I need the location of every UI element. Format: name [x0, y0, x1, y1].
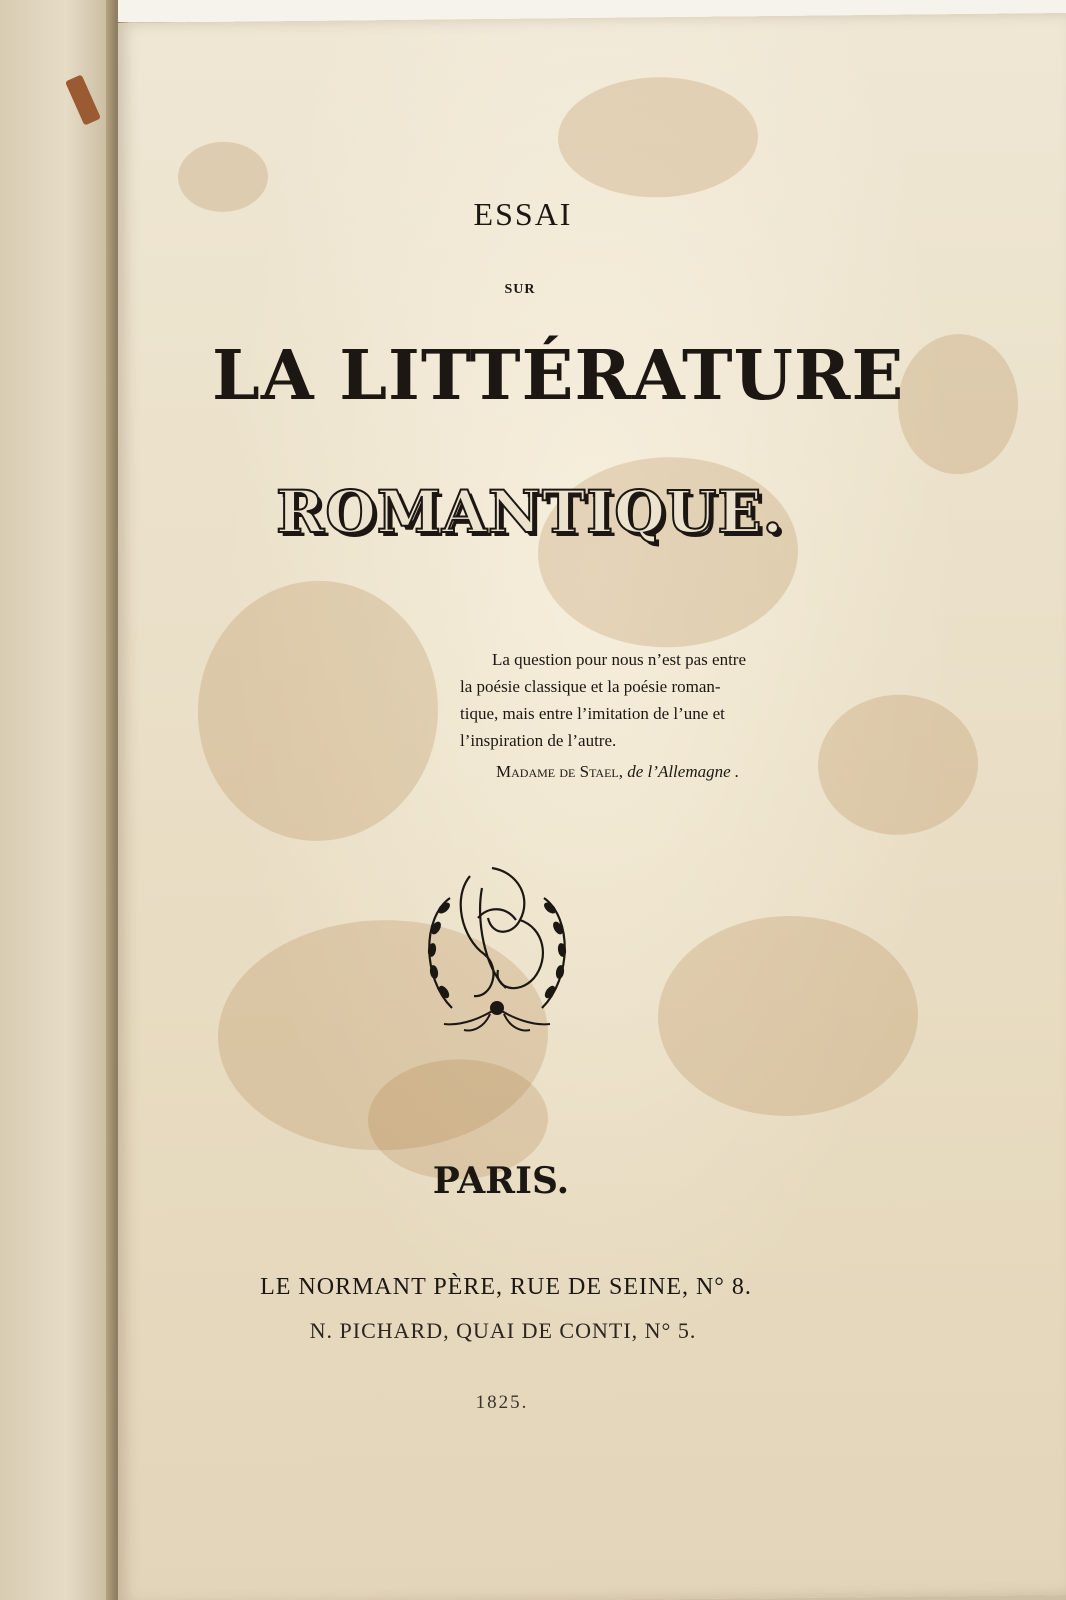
epigraph-line: tique, mais entre l’imitation de l’une et	[460, 704, 725, 723]
foxing-spot	[558, 76, 758, 198]
epigraph-line: La question pour nous n’est pas entre	[492, 650, 746, 669]
monogram-wreath-icon	[422, 858, 572, 1034]
imprint-year: 1825.	[475, 1392, 529, 1413]
imprint-publisher-1: LE NORMANT PÈRE, RUE DE SEINE, N° 8.	[260, 1274, 752, 1300]
title-sur: SUR	[504, 282, 536, 297]
epigraph-source: de l’Allemagne .	[627, 762, 740, 781]
foxing-spot	[198, 580, 438, 843]
main-title-line1: LA LITTÉRATURE	[212, 336, 905, 416]
epigraph	[460, 646, 860, 754]
imprint-city: PARIS.	[432, 1160, 570, 1202]
epigraph-author: Madame de Stael,	[496, 762, 624, 781]
main-title-line2: ROMANTIQUE.	[276, 478, 784, 546]
left-page-edge	[0, 0, 120, 1600]
foxing-spot	[898, 334, 1018, 475]
title-page	[118, 13, 1066, 1600]
epigraph-line: l’inspiration de l’autre.	[460, 731, 617, 750]
foxing-spot	[178, 141, 268, 212]
foxing-spot	[658, 915, 918, 1118]
title-essai: ESSAI	[473, 196, 573, 232]
imprint-publisher-2: N. PICHARD, QUAI DE CONTI, N° 5.	[309, 1318, 697, 1343]
epigraph-line: la poésie classique et la poésie roman-	[460, 677, 721, 696]
epigraph-attribution	[496, 762, 856, 782]
